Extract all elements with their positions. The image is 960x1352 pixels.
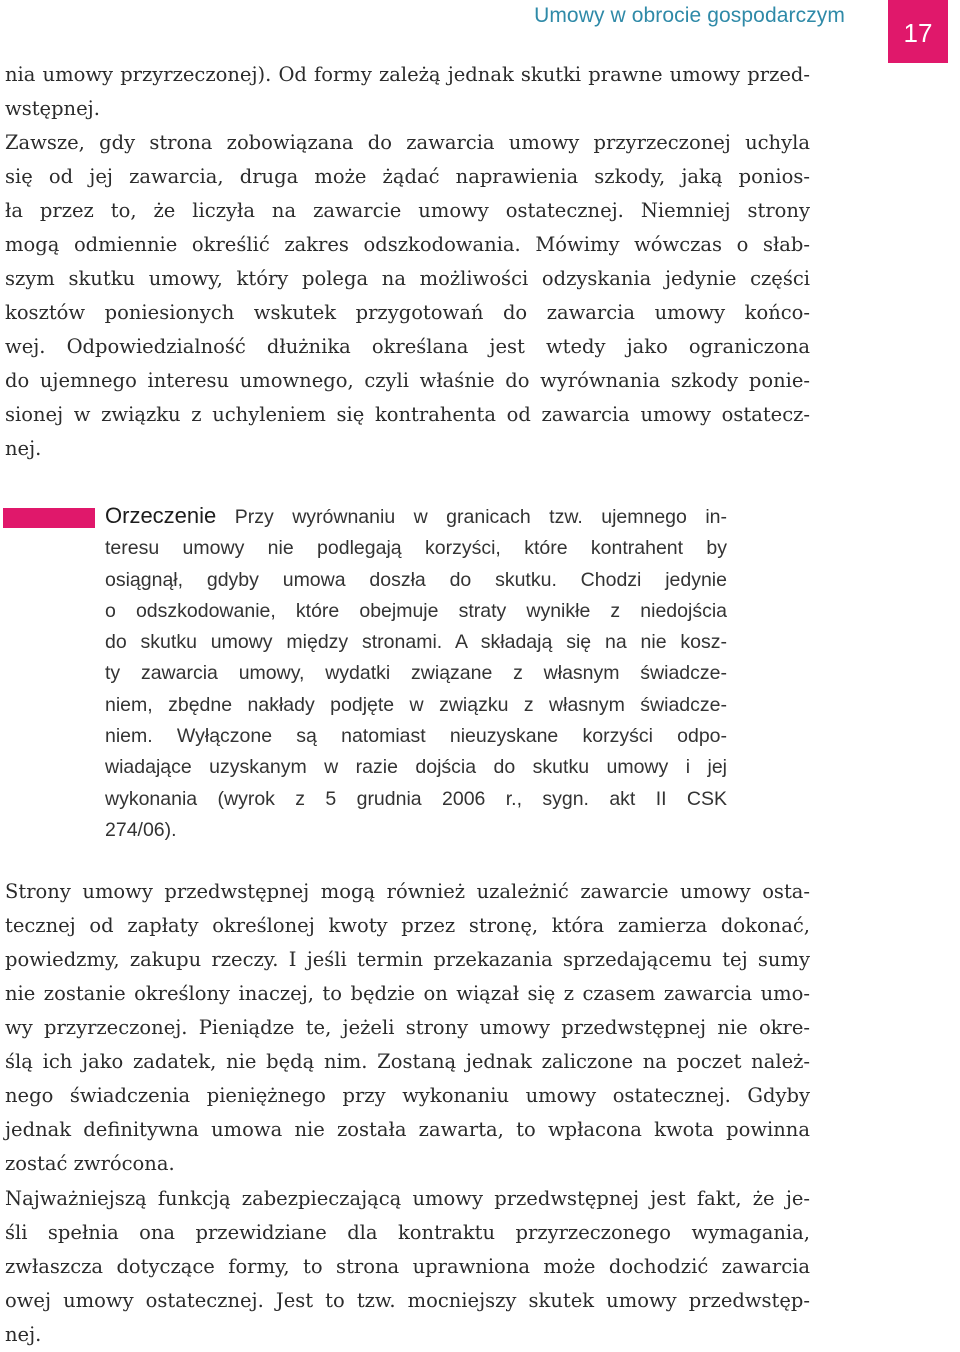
running-header: Umowy w obrocie gospodarczym (534, 4, 845, 27)
ruling-line: osiągnął, gdyby umowa doszła do skutku. Chodzi jedynie (105, 568, 727, 591)
text-line: nego świadczenia pieniężnego przy wykonaniu umowy ostatecznej. Gdyby (5, 1084, 810, 1107)
text-line: ła przez to, że liczyła na zawarcie umowy ostatecznej. Niemniej strony (5, 199, 810, 222)
ruling-line: niem. Wyłączone są natomiast nieuzyskane korzyści odpo- (105, 725, 727, 748)
ruling-line: do skutku umowy między stronami. A składają się na nie kosz- (105, 631, 727, 654)
text-line: ślą ich jako zadatek, nie będą nim. Zostaną jednak zaliczone na poczet należ- (5, 1050, 810, 1073)
text-line: powiedzmy, zakupu rzeczy. I jeśli termin przekazania sprzedającemu tej sumy (5, 948, 810, 971)
ruling-line: ty zawarcia umowy, wydatki związane z własnym świadcze- (105, 662, 727, 685)
text-line: kosztów poniesionych wskutek przygotowań do zawarcia umowy końco- (5, 301, 810, 324)
paragraph-4 (5, 1182, 810, 1352)
paragraph-1 (5, 58, 810, 126)
text-line: mogą odmiennie określić zakres odszkodowania. Mówimy wówczas o słab- (5, 233, 810, 256)
text-line: szym skutku umowy, który polega na możliwości odzyskania jedynie części (5, 267, 810, 290)
page-number: 17 (888, 0, 948, 63)
text-line: Najważniejszą funkcją zabezpieczającą umowy przedwstępnej jest fakt, że je- (5, 1187, 810, 1210)
text-line: wstępnej. (5, 97, 100, 120)
text-line: tecznej od zapłaty określonej kwoty przez stronę, która zamierza dokonać, (5, 914, 810, 937)
text-line: owej umowy ostatecznej. Jest to tzw. mocniejszy skutek umowy przedwstęp- (5, 1289, 810, 1312)
ruling-line: wykonania (wyrok z 5 grudnia 2006 r., sygn. akt II CSK (105, 787, 727, 810)
text-line: wej. Odpowiedzialność dłużnika określana jest wtedy jako ograniczona (5, 335, 810, 358)
text-line: śli spełnia ona przewidziane dla kontraktu przyrzeczonego wymagania, (5, 1221, 810, 1244)
ruling-line: wiadające uzyskanym w razie dojścia do skutku umowy i jej (105, 756, 727, 779)
ruling-first-line (105, 500, 727, 533)
text-line: do ujemnego interesu umownego, czyli właśnie do wyrównania szkody ponie- (5, 369, 810, 392)
text-line: sionej w związku z uchyleniem się kontrahenta od zawarcia umowy ostatecz- (5, 403, 810, 426)
text-line: Zawsze, gdy strona zobowiązana do zawarcia umowy przyrzeczonej uchyla (5, 131, 810, 154)
text-line: jednak definitywna umowa nie została zawarta, to wpłacona kwota powinna (5, 1118, 810, 1141)
text-line: nie zostanie określony inaczej, to będzie on wiązał się z czasem zawarcia umo- (5, 982, 810, 1005)
ruling-marker-bar (3, 508, 95, 528)
ruling-box (105, 500, 727, 846)
text-line: nia umowy przyrzeczonej). Od formy zależą jednak skutki prawne umowy przed- (5, 63, 810, 86)
text-line: nej. (5, 437, 42, 460)
ruling-line: 274/06). (105, 818, 177, 841)
text-line: Strony umowy przedwstępnej mogą również uzależnić zawarcie umowy osta- (5, 880, 810, 903)
text-line: nej. (5, 1323, 42, 1346)
text-line: zwłaszcza dotyczące formy, to strona uprawniona może dochodzić zawarcia (5, 1255, 810, 1278)
ruling-first-line-text: Przy wyrównaniu w granicach tzw. ujemnego in- (216, 506, 727, 528)
text-line: wy przyrzeczonej. Pieniądze te, jeżeli strony umowy przedwstępnej nie okre- (5, 1016, 810, 1039)
ruling-line: teresu umowy nie podlegają korzyści, które kontrahent by (105, 537, 727, 560)
paragraph-3 (5, 875, 810, 1181)
ruling-line: o odszkodowanie, które obejmuje straty wynikłe z niedojścia (105, 599, 727, 622)
ruling-keyword: Orzeczenie (105, 503, 217, 528)
paragraph-2 (5, 126, 810, 466)
ruling-line: niem, zbędne nakłady podjęte w związku z własnym świadcze- (105, 693, 727, 716)
text-line: zostać zwrócona. (5, 1152, 175, 1175)
text-line: się od jej zawarcia, druga może żądać naprawienia szkody, jaką ponios- (5, 165, 810, 188)
